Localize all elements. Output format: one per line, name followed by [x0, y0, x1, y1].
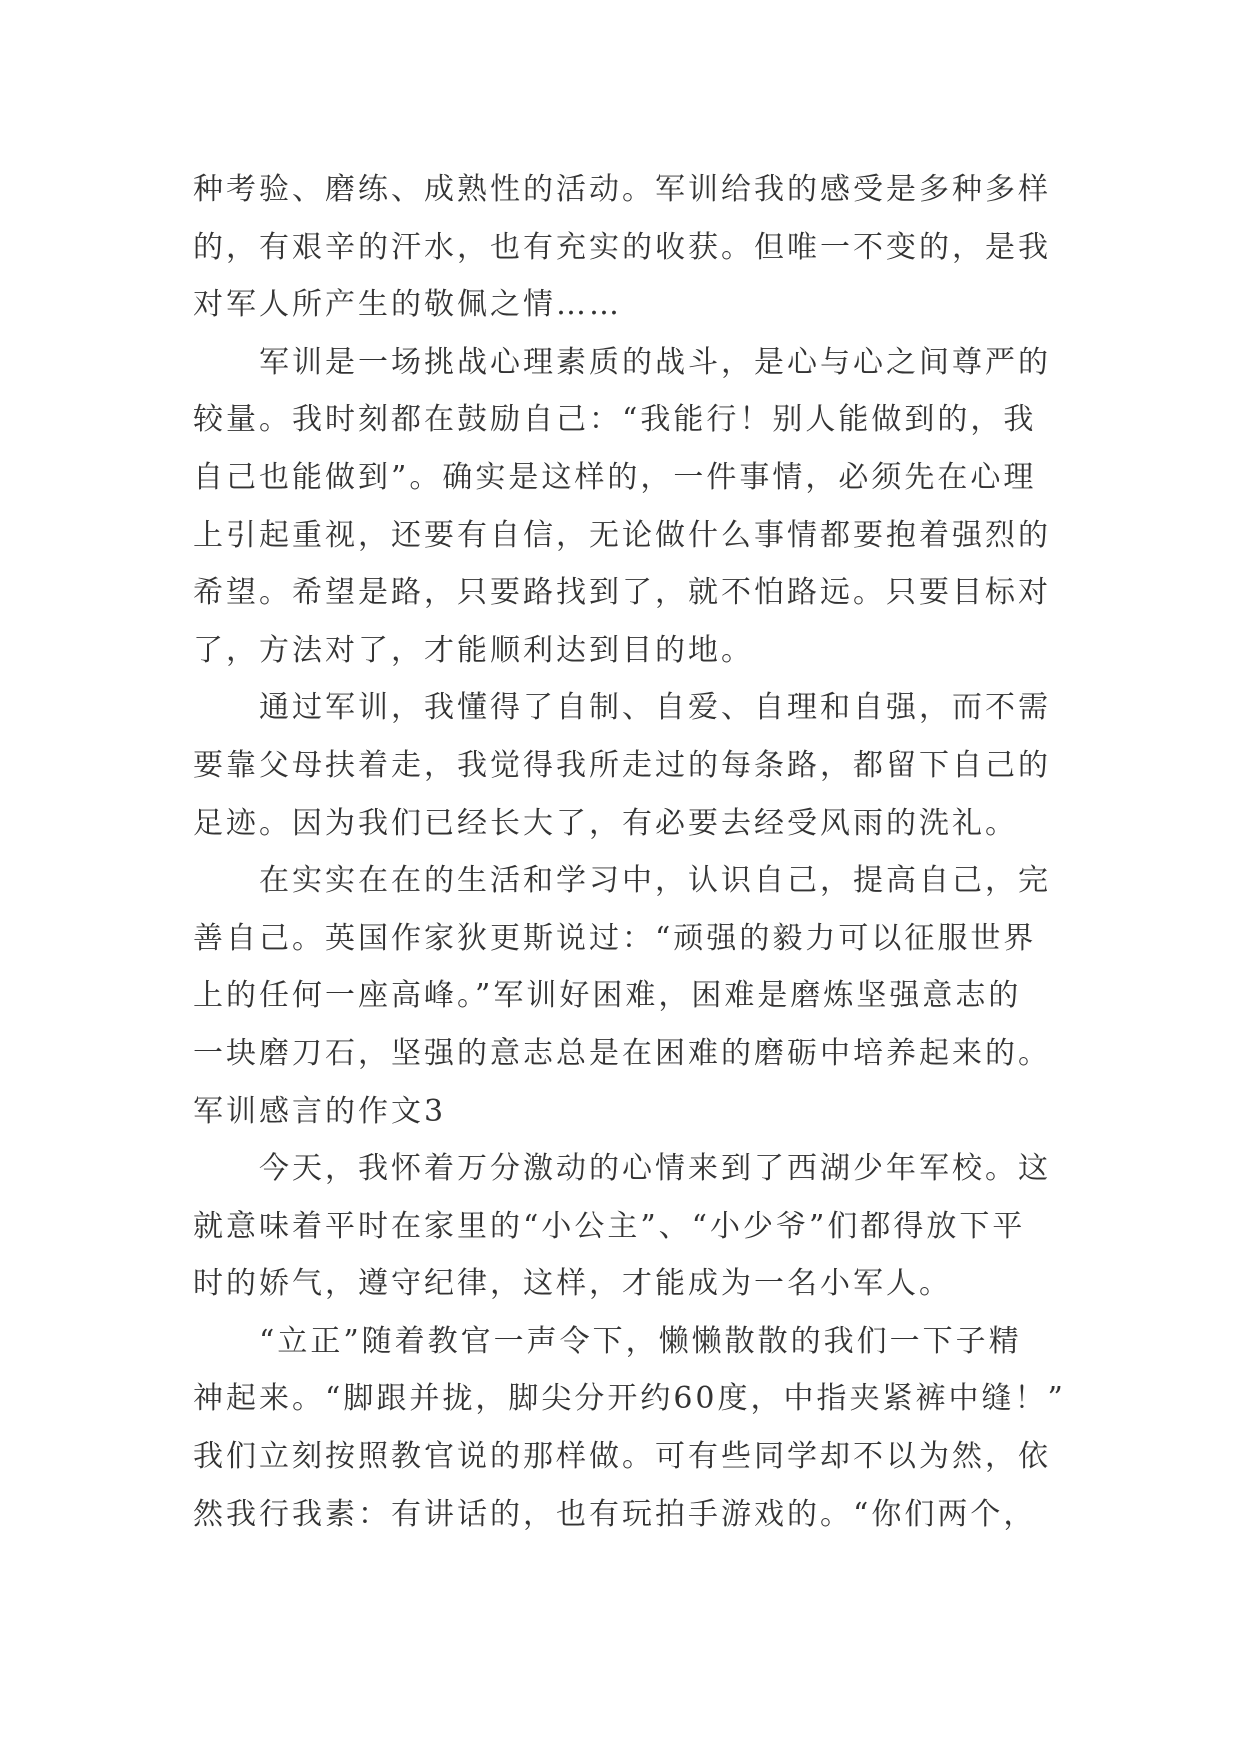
text-line: 今天，我怀着万分激动的心情来到了西湖少年军校。这 — [193, 1151, 1051, 1187]
text-line: 对军人所产生的敬佩之情…… — [193, 287, 622, 323]
text-line: 军训是一场挑战心理素质的战斗，是心与心之间尊严的 — [193, 344, 1051, 380]
text-line: 足迹。因为我们已经长大了，有必要去经受风雨的洗礼。 — [193, 805, 1018, 841]
text-line: 上引起重视，还要有自信，无论做什么事情都要抱着强烈的 — [193, 517, 1051, 553]
text-line: 较量。我时刻都在鼓励自己：“我能行！别人能做到的，我 — [193, 402, 1037, 438]
text-line: 善自己。英国作家狄更斯说过：“顽强的毅力可以征服世界 — [193, 920, 1037, 956]
text-line: 种考验、磨练、成熟性的活动。军训给我的感受是多种多样 — [193, 172, 1051, 207]
text-line: 的，有艰辛的汗水，也有充实的收获。但唯一不变的，是我 — [193, 229, 1051, 265]
section-heading: 军训感言的作文3 — [193, 1093, 447, 1129]
text-line: 了，方法对了，才能顺利达到目的地。 — [193, 632, 754, 668]
text-line: 在实实在在的生活和学习中，认识自己，提高自己，完 — [193, 863, 1051, 899]
text-line: 然我行我素：有讲话的，也有玩拍手游戏的。“你们两个， — [193, 1496, 1037, 1532]
text-line: 时的娇气，遵守纪律，这样，才能成为一名小军人。 — [193, 1266, 952, 1302]
text-line: 自己也能做到”。确实是这样的，一件事情，必须先在心理 — [193, 459, 1037, 495]
text-line: 希望。希望是路，只要路找到了，就不怕路远。只要目标对 — [193, 575, 1051, 611]
text-line: 就意味着平时在家里的“小公主”、“小少爷”们都得放下平 — [193, 1208, 1026, 1244]
text-line: 要靠父母扶着走，我觉得我所走过的每条路，都留下自己的 — [193, 747, 1051, 783]
text-line: “立正”随着教官一声令下，懒懒散散的我们一下子精 — [193, 1323, 1022, 1359]
text-line: 我们立刻按照教官说的那样做。可有些同学却不以为然，依 — [193, 1439, 1051, 1475]
text-line: 神起来。“脚跟并拢，脚尖分开约60度，中指夹紧裤中缝！” — [193, 1381, 1066, 1417]
text-line: 一块磨刀石，坚强的意志总是在困难的磨砺中培养起来的。 — [193, 1035, 1051, 1071]
text-line: 上的任何一座高峰。”军训好困难，困难是磨炼坚强意志的 — [193, 978, 1022, 1014]
text-line: 通过军训，我懂得了自制、自爱、自理和自强，而不需 — [193, 690, 1051, 726]
document-body — [193, 161, 1073, 1543]
